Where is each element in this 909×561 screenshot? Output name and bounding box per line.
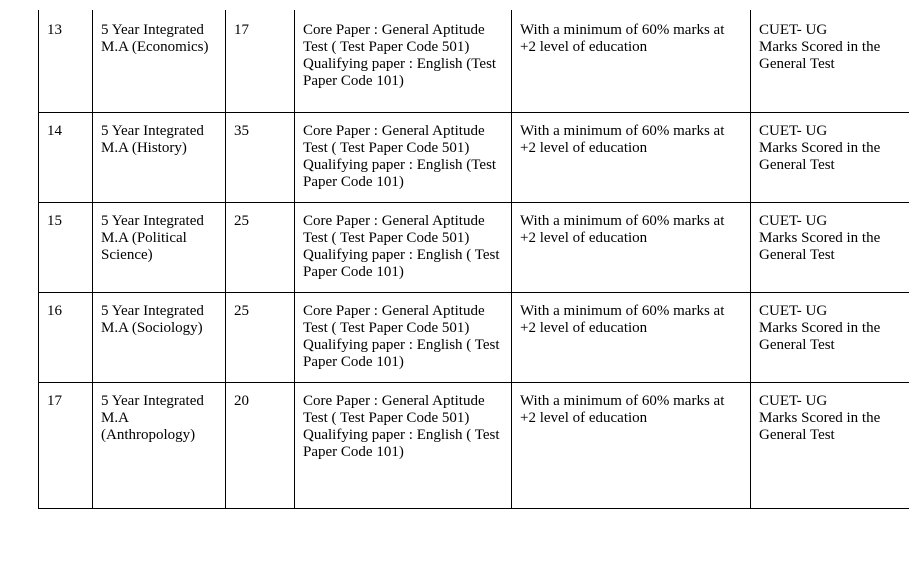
eligibility-line: With a minimum of 60% marks at: [520, 122, 725, 139]
program-cell: [93, 202, 226, 292]
admission-basis-line: CUET- UG: [759, 212, 828, 229]
admission-basis-line: CUET- UG: [759, 392, 828, 409]
exam-paper-line: Core Paper : General Aptitude: [303, 212, 485, 229]
serial-number-cell: [39, 10, 93, 112]
seats-value: 17: [234, 22, 249, 38]
eligibility-cell: [512, 112, 751, 202]
table-row: [39, 202, 909, 292]
program-line: M.A (Sociology): [101, 319, 203, 336]
eligibility-line: +2 level of education: [520, 319, 648, 336]
program-cell: [93, 382, 226, 508]
exam-paper-line: Paper Code 101): [303, 173, 404, 190]
admission-table: [38, 10, 909, 509]
exam-paper-cell: [295, 10, 512, 112]
exam-paper-line: Qualifying paper : English ( Test: [303, 426, 500, 443]
serial-number: 16: [47, 302, 62, 319]
serial-number: 17: [47, 392, 62, 409]
eligibility-cell: [512, 202, 751, 292]
admission-basis-line: General Test: [759, 56, 835, 72]
admission-basis-cell: [751, 292, 909, 382]
eligibility-line: +2 level of education: [520, 409, 648, 426]
seats-value: 20: [234, 392, 249, 409]
exam-paper-cell: [295, 292, 512, 382]
admission-basis-line: Marks Scored in the: [759, 39, 881, 55]
eligibility-line: With a minimum of 60% marks at: [520, 392, 725, 409]
program-line: M.A (Political: [101, 229, 187, 246]
seats-cell: [226, 382, 295, 508]
program-line: 5 Year Integrated: [101, 212, 204, 229]
admission-basis-line: CUET- UG: [759, 302, 828, 319]
program-line: (Anthropology): [101, 426, 196, 443]
program-line: 5 Year Integrated: [101, 392, 204, 409]
admission-basis-line: General Test: [759, 156, 835, 173]
admission-basis-line: CUET- UG: [759, 122, 828, 139]
exam-paper-line: Test ( Test Paper Code 501): [303, 319, 470, 336]
exam-paper-line: Qualifying paper : English (Test: [303, 156, 497, 173]
table-body: [39, 10, 909, 508]
admission-basis-line: Marks Scored in the: [759, 229, 881, 246]
exam-paper-line: Qualifying paper : English ( Test: [303, 246, 500, 263]
seats-cell: [226, 10, 295, 112]
serial-number: 14: [47, 122, 62, 139]
serial-number-cell: [39, 202, 93, 292]
admission-basis-cell: [751, 112, 909, 202]
program-line: 5 Year Integrated: [101, 302, 204, 319]
exam-paper-line: Test ( Test Paper Code 501): [303, 409, 470, 426]
program-cell: [93, 112, 226, 202]
admission-basis-line: CUET- UG: [759, 22, 828, 38]
program-line: 5 Year Integrated: [101, 22, 204, 38]
exam-paper-cell: [295, 112, 512, 202]
admission-basis-cell: [751, 202, 909, 292]
serial-number-cell: [39, 112, 93, 202]
admission-basis-line: General Test: [759, 426, 835, 443]
program-cell: [93, 10, 226, 112]
exam-paper-line: Core Paper : General Aptitude: [303, 122, 485, 139]
serial-number: 13: [47, 22, 62, 38]
table-row: [39, 112, 909, 202]
exam-paper-line: Paper Code 101): [303, 73, 404, 89]
eligibility-cell: [512, 10, 751, 112]
serial-number: 15: [47, 212, 62, 229]
eligibility-cell: [512, 292, 751, 382]
exam-paper-line: Paper Code 101): [303, 443, 404, 460]
serial-number-cell: [39, 292, 93, 382]
admission-basis-line: General Test: [759, 246, 835, 263]
program-line: M.A: [101, 409, 129, 426]
admission-basis-line: Marks Scored in the: [759, 319, 881, 336]
exam-paper-line: Paper Code 101): [303, 353, 404, 370]
exam-paper-line: Test ( Test Paper Code 501): [303, 39, 470, 55]
serial-number-cell: [39, 382, 93, 508]
exam-paper-line: Core Paper : General Aptitude: [303, 22, 485, 38]
seats-value: 25: [234, 302, 249, 319]
eligibility-line: +2 level of education: [520, 39, 648, 55]
table-row: [39, 10, 909, 112]
eligibility-line: +2 level of education: [520, 229, 648, 246]
admission-basis-cell: [751, 10, 909, 112]
program-line: 5 Year Integrated: [101, 122, 204, 139]
admission-basis-line: Marks Scored in the: [759, 409, 881, 426]
exam-paper-line: Core Paper : General Aptitude: [303, 392, 485, 409]
seats-cell: [226, 292, 295, 382]
seats-value: 35: [234, 122, 249, 139]
table-row: [39, 292, 909, 382]
exam-paper-line: Core Paper : General Aptitude: [303, 302, 485, 319]
table-row: [39, 382, 909, 508]
exam-paper-cell: [295, 202, 512, 292]
seats-cell: [226, 202, 295, 292]
seats-cell: [226, 112, 295, 202]
admission-basis-line: Marks Scored in the: [759, 139, 881, 156]
eligibility-line: With a minimum of 60% marks at: [520, 302, 725, 319]
exam-paper-cell: [295, 382, 512, 508]
program-line: M.A (History): [101, 139, 187, 156]
program-line: Science): [101, 246, 153, 263]
eligibility-cell: [512, 382, 751, 508]
program-line: M.A (Economics): [101, 39, 209, 55]
eligibility-line: With a minimum of 60% marks at: [520, 22, 725, 38]
program-cell: [93, 292, 226, 382]
exam-paper-line: Test ( Test Paper Code 501): [303, 229, 470, 246]
admission-basis-line: General Test: [759, 336, 835, 353]
admission-basis-cell: [751, 382, 909, 508]
exam-paper-line: Qualifying paper : English (Test: [303, 56, 497, 72]
eligibility-line: +2 level of education: [520, 139, 648, 156]
eligibility-line: With a minimum of 60% marks at: [520, 212, 725, 229]
exam-paper-line: Paper Code 101): [303, 263, 404, 280]
exam-paper-line: Test ( Test Paper Code 501): [303, 139, 470, 156]
seats-value: 25: [234, 212, 249, 229]
exam-paper-line: Qualifying paper : English ( Test: [303, 336, 500, 353]
